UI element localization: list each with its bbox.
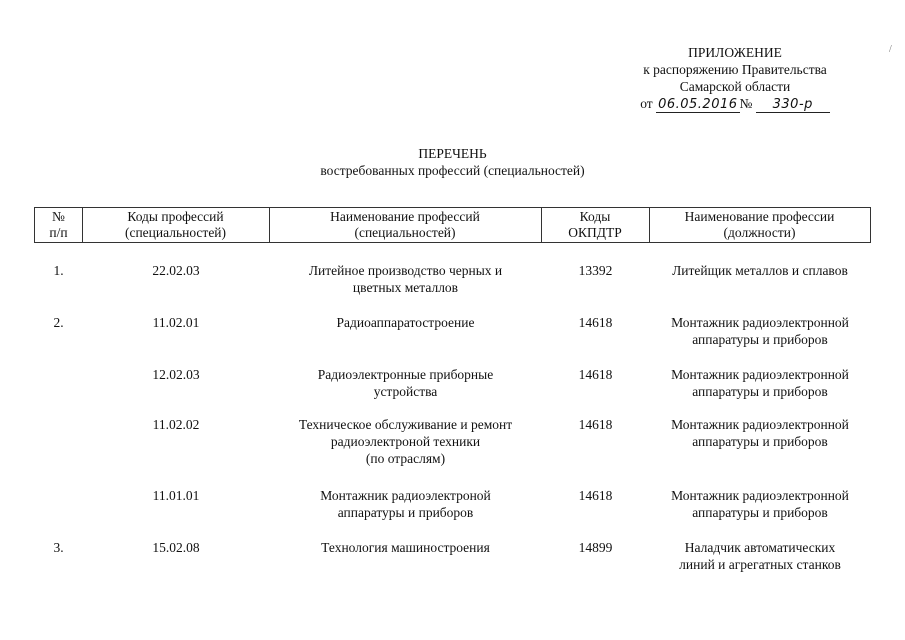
- row-profession: [649, 539, 871, 573]
- row-okpdtr: 14618: [578, 488, 613, 503]
- row-okpdtr: 14618: [578, 417, 613, 432]
- row-num: 2.: [53, 315, 64, 330]
- row-name: [269, 366, 542, 400]
- number-label: №: [739, 96, 753, 111]
- row-profession-line: аппаратуры и приборов: [692, 505, 828, 520]
- header-num-line2: п/п: [49, 225, 68, 240]
- row-profession-line: Литейщик металлов и сплавов: [672, 263, 848, 278]
- document-title: ПЕРЕЧЕНЬ: [418, 146, 487, 161]
- row-num: 3.: [53, 540, 64, 555]
- row-profession-line: Наладчик автоматических: [684, 540, 836, 555]
- row-profession: [649, 366, 871, 400]
- row-profession-line: Монтажник радиоэлектронной: [671, 367, 849, 382]
- row-name: [269, 416, 542, 467]
- row-profession-line: линий и агрегатных станков: [679, 557, 841, 572]
- row-name-line: устройства: [373, 384, 438, 399]
- row-code: 11.02.02: [152, 417, 200, 432]
- row-okpdtr: 14618: [578, 315, 613, 330]
- order-line: [600, 95, 870, 113]
- header-code: [82, 207, 270, 243]
- row-name: [269, 262, 542, 296]
- row-code: 11.01.01: [152, 488, 200, 503]
- appendix-block: [600, 44, 870, 113]
- row-name-line: (по отраслям): [365, 451, 446, 466]
- row-name-line: аппаратуры и приборов: [337, 505, 474, 520]
- row-okpdtr: 14618: [578, 367, 613, 382]
- row-profession: [649, 314, 871, 348]
- row-name-line: Монтажник радиоэлектроной: [320, 488, 491, 503]
- row-name-line: Литейное производство черных и: [308, 263, 503, 278]
- header-okpdtr: [541, 207, 650, 243]
- header-code-line2: (специальностей): [124, 225, 227, 240]
- row-name-line: радиоэлектроной техники: [330, 434, 481, 449]
- from-label: от: [640, 96, 653, 111]
- row-okpdtr: 13392: [578, 263, 613, 278]
- header-num-line1: №: [52, 209, 65, 224]
- header-name: [269, 207, 542, 243]
- header-okpdtr-line2: ОКПДТР: [568, 225, 622, 240]
- scan-mark: /: [889, 44, 892, 55]
- order-number: 330-р: [756, 98, 830, 113]
- row-profession-line: аппаратуры и приборов: [692, 434, 828, 449]
- header-profession-line2: (должности): [723, 225, 796, 240]
- row-profession-line: Монтажник радиоэлектронной: [671, 315, 849, 330]
- row-name-line: цветных металлов: [352, 280, 459, 295]
- row-code: 22.02.03: [152, 263, 200, 278]
- document-subtitle: востребованных профессий (специальностей): [320, 163, 585, 178]
- row-profession-line: аппаратуры и приборов: [692, 384, 828, 399]
- row-name-line: Технология машиностроения: [321, 540, 490, 555]
- header-code-line1: Коды профессий: [127, 209, 224, 224]
- row-num: 1.: [53, 263, 64, 278]
- row-profession-line: Монтажник радиоэлектронной: [671, 488, 849, 503]
- row-name: [269, 487, 542, 521]
- row-name-line: Радиоаппаратостроение: [336, 315, 475, 330]
- appendix-line-1: к распоряжению Правительства: [643, 62, 827, 77]
- row-name: [269, 539, 542, 556]
- appendix-line-2: Самарской области: [679, 79, 791, 94]
- row-name-line: Радиоэлектронные приборные: [317, 367, 494, 382]
- row-code: 15.02.08: [152, 540, 200, 555]
- header-name-line2: (специальностей): [354, 225, 456, 240]
- row-profession-line: Монтажник радиоэлектронной: [671, 417, 849, 432]
- header-name-line1: Наименование профессий: [330, 209, 480, 224]
- row-name-line: Техническое обслуживание и ремонт: [298, 417, 513, 432]
- order-date: 06.05.2016: [658, 97, 738, 112]
- header-profession: [649, 207, 871, 243]
- row-name: [269, 314, 542, 331]
- row-code: 12.02.03: [152, 367, 200, 382]
- header-profession-line1: Наименование профессии: [684, 209, 835, 224]
- row-profession-line: аппаратуры и приборов: [692, 332, 828, 347]
- appendix-title: ПРИЛОЖЕНИЕ: [688, 45, 782, 60]
- header-num: [34, 207, 83, 243]
- row-profession: [649, 487, 871, 521]
- header-okpdtr-line1: Коды: [579, 209, 611, 224]
- row-profession: [649, 416, 871, 450]
- row-code: 11.02.01: [152, 315, 200, 330]
- row-profession: [649, 262, 871, 279]
- row-okpdtr: 14899: [578, 540, 613, 555]
